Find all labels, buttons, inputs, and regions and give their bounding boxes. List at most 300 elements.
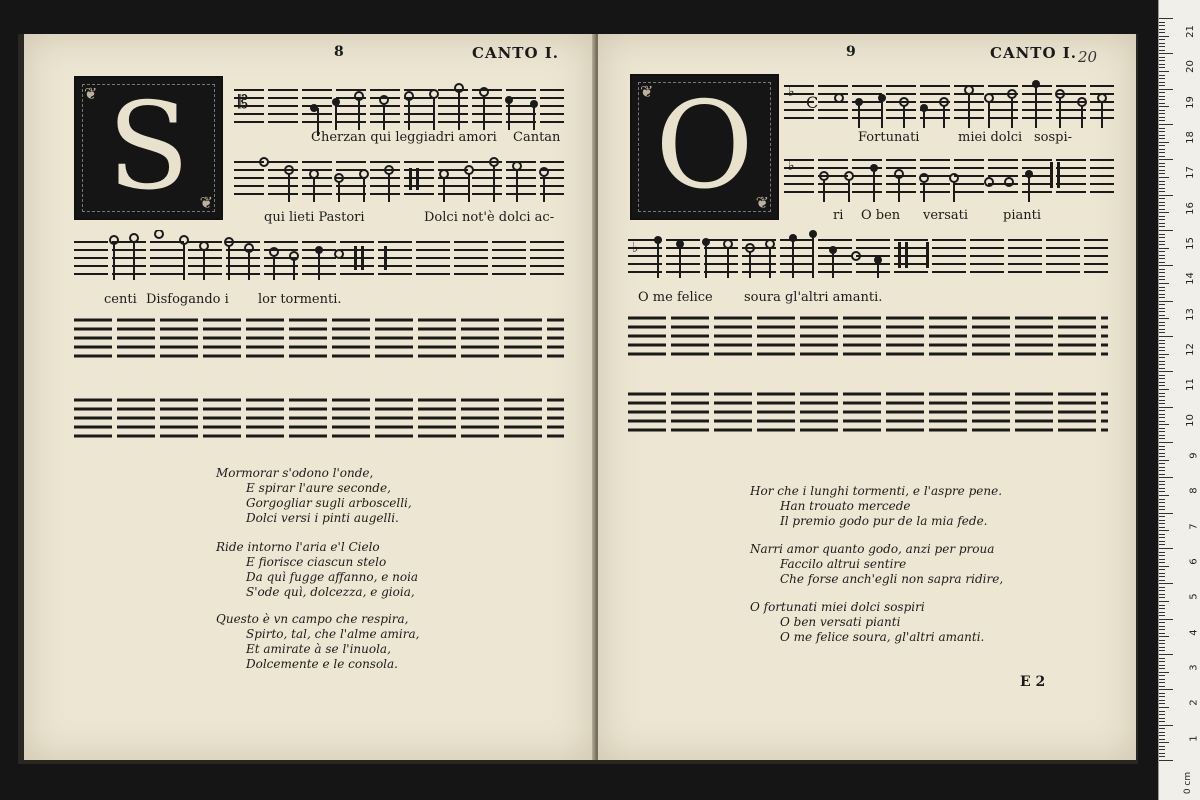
- lyric-syllable: versati: [923, 208, 969, 223]
- verse-stanza-5: [750, 542, 1003, 587]
- ruler-tick: [1159, 495, 1169, 496]
- ruler-tick: [1159, 421, 1165, 422]
- svg-text:C: C: [806, 93, 819, 112]
- ruler-tick: [1159, 198, 1165, 199]
- ruler-tick: [1159, 304, 1165, 305]
- ruler-tick: [1159, 135, 1165, 136]
- verse-line: Han trouato mercede: [780, 499, 911, 513]
- initial-letter-s: S: [107, 78, 190, 217]
- ruler-tick: [1159, 156, 1165, 157]
- ruler-tick: [1159, 477, 1173, 478]
- verse-line: E spirar l'aure seconde,: [246, 481, 391, 495]
- ruler-tick: [1159, 449, 1165, 450]
- decorated-initial-s: ❦ ❦ S: [74, 76, 223, 220]
- svg-text:𝄡: 𝄡: [238, 92, 249, 113]
- ruler-tick: [1159, 110, 1165, 111]
- ruler-tick: [1159, 700, 1165, 701]
- ruler-tick: [1159, 566, 1169, 567]
- empty-staff-1: [74, 314, 564, 364]
- lyrics-line-3: [104, 292, 424, 308]
- ruler-tick: [1159, 322, 1165, 323]
- ruler-tick: [1159, 643, 1165, 644]
- lyric-syllable: Fortunati: [858, 130, 920, 145]
- lyric-syllable: miei dolci: [958, 130, 1023, 145]
- ruler-tick: [1159, 407, 1173, 408]
- verse-line: Che forse anch'egli non sapra ridire,: [780, 572, 1004, 586]
- ruler-tick: [1159, 297, 1165, 298]
- ruler-tick: [1159, 590, 1165, 591]
- ruler-tick: [1159, 594, 1165, 595]
- ruler-tick: [1159, 181, 1165, 182]
- ruler-tick: [1159, 378, 1165, 379]
- ruler-tick: [1159, 120, 1165, 121]
- ruler-tick: [1159, 195, 1173, 196]
- ruler-tick: [1159, 375, 1165, 376]
- ruler-tick: [1159, 173, 1165, 174]
- ruler-tick: [1159, 569, 1165, 570]
- ruler-tick: [1159, 177, 1169, 178]
- ruler-tick: [1159, 364, 1165, 365]
- ruler-tick: [1159, 251, 1165, 252]
- ruler-tick: [1159, 202, 1165, 203]
- verse-stanza-4: [750, 484, 1002, 529]
- ruler-tick: [1159, 414, 1165, 415]
- ruler-number: 8: [1188, 487, 1200, 495]
- ruler-tick: [1159, 343, 1165, 344]
- ruler-tick: [1159, 597, 1165, 598]
- ruler-tick: [1159, 53, 1173, 54]
- ruler-tick: [1159, 60, 1165, 61]
- right-page: [598, 34, 1136, 760]
- ruler-tick: [1159, 234, 1165, 235]
- music-staff-3: [74, 230, 564, 290]
- ruler-tick: [1159, 315, 1165, 316]
- ruler-tick: [1159, 152, 1165, 153]
- ruler-tick: [1159, 633, 1165, 634]
- ruler-tick: [1159, 50, 1165, 51]
- ruler-tick: [1159, 57, 1165, 58]
- lyrics-line-2: [264, 210, 584, 226]
- ruler-tick: [1159, 393, 1165, 394]
- ruler-tick: [1159, 75, 1165, 76]
- lyrics-line-4: [858, 130, 1118, 146]
- ruler-tick: [1159, 400, 1165, 401]
- ruler-number: 17: [1185, 166, 1197, 180]
- ruler-tick: [1159, 159, 1173, 160]
- lyric-syllable: Cantan: [513, 130, 561, 145]
- ruler-number: 20: [1185, 60, 1197, 74]
- lyric-syllable: qui lieti Pastori: [264, 210, 365, 225]
- ruler-tick: [1159, 707, 1169, 708]
- ruler-tick: [1159, 650, 1165, 651]
- ruler-tick: [1159, 463, 1165, 464]
- ruler-number: 4: [1188, 628, 1200, 636]
- ruler-tick: [1159, 746, 1165, 747]
- ruler-tick: [1159, 64, 1165, 65]
- ruler-tick: [1159, 537, 1165, 538]
- verse-line: E fiorisce ciascun stelo: [246, 555, 387, 569]
- verse-line: Da quì fugge affanno, e noia: [246, 570, 419, 584]
- verse-line: Gorgogliar sugli arboscelli,: [246, 496, 412, 510]
- ruler-tick: [1159, 142, 1169, 143]
- verse-line: Spirto, tal, che l'alme amira,: [246, 627, 420, 641]
- ruler-tick: [1159, 96, 1165, 97]
- ruler-tick: [1159, 520, 1165, 521]
- ruler-tick: [1159, 608, 1165, 609]
- verse-line: Ride intorno l'aria e'l Cielo: [216, 540, 380, 554]
- lyric-syllable: centi: [104, 292, 137, 307]
- ruler-tick: [1159, 534, 1165, 535]
- ruler-tick: [1159, 385, 1165, 386]
- ruler-tick: [1159, 99, 1165, 100]
- lyrics-line-5: [833, 208, 1113, 224]
- music-staff-2: [234, 150, 564, 210]
- lyrics-line-6: [638, 290, 938, 306]
- ruler-tick: [1159, 431, 1165, 432]
- ruler-tick: [1159, 410, 1165, 411]
- page-number-right: 9: [846, 44, 856, 60]
- ruler-tick: [1159, 562, 1165, 563]
- ruler-tick: [1159, 682, 1165, 683]
- ruler-tick: [1159, 92, 1165, 93]
- ruler-tick: [1159, 301, 1173, 302]
- ruler-number: 12: [1185, 343, 1197, 356]
- open-book: [18, 34, 1138, 764]
- ruler-tick: [1159, 25, 1165, 26]
- ruler-tick: [1159, 223, 1165, 224]
- verse-line: S'ode quì, dolcezza, e gioia,: [246, 585, 415, 599]
- ruler-tick: [1159, 467, 1165, 468]
- ruler-tick: [1159, 470, 1165, 471]
- ruler-tick: [1159, 145, 1165, 146]
- signature-mark: E 2: [1020, 674, 1046, 690]
- ruler-tick: [1159, 442, 1173, 443]
- ruler-tick: [1159, 32, 1165, 33]
- ruler-tick: [1159, 350, 1165, 351]
- ruler-tick: [1159, 654, 1173, 655]
- ruler-tick: [1159, 318, 1169, 319]
- ruler-tick: [1159, 382, 1165, 383]
- ruler-tick: [1159, 46, 1165, 47]
- ruler-tick: [1159, 626, 1165, 627]
- ruler-tick: [1159, 149, 1165, 150]
- ruler-tick: [1159, 368, 1165, 369]
- ruler-tick: [1159, 711, 1165, 712]
- ruler-number: 6: [1188, 558, 1200, 565]
- verse-line: O fortunati miei dolci sospiri: [750, 600, 925, 614]
- ruler-tick: [1159, 456, 1165, 457]
- ruler-unit-label: 0 cm: [1182, 771, 1193, 795]
- ruler-tick: [1159, 262, 1165, 263]
- lyric-syllable: Cherzan qui leggiadri amori: [311, 130, 497, 145]
- ruler-number: 3: [1188, 664, 1200, 671]
- ruler-tick: [1159, 481, 1165, 482]
- ruler-tick: [1159, 573, 1165, 574]
- ruler-tick: [1159, 212, 1169, 213]
- verse-line: Dolci versi i pinti augelli.: [246, 511, 399, 525]
- ruler-number: 13: [1185, 307, 1197, 321]
- ruler-tick: [1159, 347, 1165, 348]
- ruler-tick: [1159, 230, 1173, 231]
- ruler-tick: [1159, 29, 1165, 30]
- lyric-syllable: Dolci not'è dolci ac-: [424, 210, 555, 225]
- ruler-number: 14: [1185, 272, 1197, 286]
- ruler-tick: [1159, 658, 1165, 659]
- ruler-tick: [1159, 166, 1165, 167]
- ruler-tick: [1159, 661, 1165, 662]
- verse-line: Hor che i lunghi tormenti, e l'aspre pene.: [750, 484, 1003, 498]
- verse-stanza-3: [216, 612, 419, 672]
- ruler-tick: [1159, 241, 1165, 242]
- ruler-tick: [1159, 272, 1165, 273]
- ruler-tick: [1159, 555, 1165, 556]
- ruler-tick: [1159, 728, 1165, 729]
- ruler-tick: [1159, 484, 1165, 485]
- ruler-tick: [1159, 191, 1165, 192]
- ruler-tick: [1159, 205, 1165, 206]
- ruler-tick: [1159, 686, 1165, 687]
- ruler-tick: [1159, 587, 1165, 588]
- ruler-tick: [1159, 640, 1165, 641]
- ruler-number: 2: [1188, 699, 1200, 707]
- lyric-syllable: sospi-: [1034, 130, 1073, 145]
- ruler-number: 16: [1185, 201, 1197, 215]
- ruler-tick: [1159, 548, 1173, 549]
- empty-staff-4: [628, 388, 1108, 438]
- ruler-tick: [1159, 39, 1165, 40]
- ruler-tick: [1159, 612, 1165, 613]
- ruler-tick: [1159, 428, 1165, 429]
- ruler-tick: [1159, 417, 1165, 418]
- ruler-tick: [1159, 336, 1173, 337]
- music-staff-4: [784, 74, 1114, 134]
- verse-line: Dolcemente e le consola.: [246, 657, 398, 671]
- ruler-tick: [1159, 629, 1165, 630]
- ruler-tick: [1159, 665, 1165, 666]
- music-staff-5: [784, 148, 1114, 208]
- ruler-number: 10: [1185, 413, 1197, 427]
- ruler-tick: [1159, 513, 1173, 514]
- handwritten-folio: 20: [1078, 48, 1098, 66]
- ruler-tick: [1159, 668, 1165, 669]
- lyric-syllable: O me felice: [638, 290, 713, 305]
- lyric-syllable: Disfogando i: [146, 292, 229, 307]
- ruler-tick: [1159, 124, 1173, 125]
- ruler-tick: [1159, 67, 1165, 68]
- ruler-tick: [1159, 244, 1165, 245]
- svg-text:♭: ♭: [788, 158, 795, 174]
- ruler-tick: [1159, 619, 1173, 620]
- ruler-tick: [1159, 739, 1165, 740]
- ruler-tick: [1159, 371, 1173, 372]
- decorated-initial-o: ❦ ❦ O: [630, 74, 779, 220]
- ruler-tick: [1159, 679, 1165, 680]
- ruler-tick: [1159, 216, 1165, 217]
- ruler-tick: [1159, 294, 1165, 295]
- ruler-tick: [1159, 258, 1165, 259]
- verse-line: Mormorar s'odono l'onde,: [216, 466, 374, 480]
- ruler-tick: [1159, 82, 1165, 83]
- ruler-tick: [1159, 502, 1165, 503]
- ruler-tick: [1159, 474, 1165, 475]
- ruler-tick: [1159, 760, 1173, 761]
- svg-text:♭: ♭: [788, 84, 795, 100]
- ruler-tick: [1159, 718, 1165, 719]
- ruler-tick: [1159, 672, 1169, 673]
- ruler-tick: [1159, 248, 1169, 249]
- ruler-tick: [1159, 131, 1165, 132]
- ruler-tick: [1159, 18, 1173, 19]
- ruler-number: 11: [1185, 378, 1197, 392]
- ruler-tick: [1159, 675, 1165, 676]
- ruler-tick: [1159, 499, 1165, 500]
- verse-line: O ben versati pianti: [780, 615, 901, 629]
- left-page: [24, 34, 592, 760]
- ruler-tick: [1159, 389, 1169, 390]
- ruler-tick: [1159, 703, 1165, 704]
- ruler-tick: [1159, 636, 1169, 637]
- ruler-number: 21: [1185, 25, 1197, 38]
- ruler-tick: [1159, 308, 1165, 309]
- ruler-tick: [1159, 424, 1169, 425]
- ruler-tick: [1159, 361, 1165, 362]
- ruler-tick: [1159, 696, 1165, 697]
- empty-staff-2: [74, 394, 564, 444]
- ruler-tick: [1159, 219, 1165, 220]
- ruler-tick: [1159, 113, 1165, 114]
- ruler-tick: [1159, 290, 1165, 291]
- ruler-tick: [1159, 721, 1165, 722]
- ruler-number: 15: [1185, 237, 1197, 250]
- ruler-tick: [1159, 559, 1165, 560]
- lyric-syllable: pianti: [1003, 208, 1041, 223]
- ruler-number: 9: [1188, 452, 1200, 459]
- ruler-tick: [1159, 605, 1165, 606]
- ruler-tick: [1159, 544, 1165, 545]
- verse-line: O me felice soura, gl'altri amanti.: [780, 630, 985, 644]
- lyric-syllable: ri: [833, 208, 844, 223]
- ruler-tick: [1159, 601, 1169, 602]
- ruler-tick: [1159, 255, 1165, 256]
- ruler-tick: [1159, 265, 1173, 266]
- ruler-tick: [1159, 78, 1165, 79]
- ruler-tick: [1159, 340, 1165, 341]
- ruler-tick: [1159, 753, 1165, 754]
- ruler-tick: [1159, 332, 1165, 333]
- ruler-number: 18: [1185, 131, 1197, 144]
- ruler-tick: [1159, 453, 1165, 454]
- ruler-tick: [1159, 396, 1165, 397]
- verse-line: Faccilo altrui sentire: [780, 557, 907, 571]
- ruler-tick: [1159, 106, 1169, 107]
- ruler-tick: [1159, 488, 1165, 489]
- ruler-tick: [1159, 732, 1165, 733]
- ruler-tick: [1159, 43, 1165, 44]
- ruler-number: 1: [1188, 734, 1200, 742]
- ruler-tick: [1159, 742, 1169, 743]
- ruler-tick: [1159, 506, 1165, 507]
- ruler-tick: [1159, 184, 1165, 185]
- music-staff-1: [234, 78, 564, 138]
- verse-line: Narri amor quanto godo, anzi per proua: [750, 542, 995, 556]
- ruler-tick: [1159, 85, 1165, 86]
- lyrics-line-1: [311, 130, 571, 146]
- ruler-tick: [1159, 163, 1165, 164]
- ruler-tick: [1159, 615, 1165, 616]
- lyric-syllable: O ben: [861, 208, 901, 223]
- ruler-tick: [1159, 527, 1165, 528]
- ruler-tick: [1159, 446, 1165, 447]
- ruler-tick: [1159, 354, 1169, 355]
- ruler-tick: [1159, 756, 1165, 757]
- ruler-tick: [1159, 509, 1165, 510]
- ruler-tick: [1159, 523, 1165, 524]
- initial-letter-o: O: [655, 77, 754, 216]
- ruler-tick: [1159, 714, 1165, 715]
- ruler-tick: [1159, 552, 1165, 553]
- running-head-left: CANTO I.: [472, 44, 559, 62]
- running-head-right: CANTO I.: [990, 44, 1077, 62]
- ruler-tick: [1159, 138, 1165, 139]
- verse-line: Il premio godo pur de la mia fede.: [780, 514, 988, 528]
- ruler-tick: [1159, 170, 1165, 171]
- ruler-tick: [1159, 117, 1165, 118]
- ruler-number: 7: [1188, 522, 1200, 530]
- ruler-tick: [1159, 269, 1165, 270]
- ruler-tick: [1159, 89, 1173, 90]
- ruler-tick: [1159, 128, 1165, 129]
- ruler-tick: [1159, 209, 1165, 210]
- ruler-tick: [1159, 735, 1165, 736]
- ruler-tick: [1159, 279, 1165, 280]
- ruler-tick: [1159, 283, 1169, 284]
- ruler-tick: [1159, 357, 1165, 358]
- ruler-tick: [1159, 103, 1165, 104]
- verse-stanza-1: [216, 466, 412, 526]
- verse-line: Et amirate à se l'inuola,: [246, 642, 391, 656]
- ruler-tick: [1159, 541, 1165, 542]
- ruler-tick: [1159, 749, 1165, 750]
- ruler-tick: [1159, 530, 1169, 531]
- lyric-syllable: lor tormenti.: [258, 292, 342, 307]
- verse-line: Questo è vn campo che respira,: [216, 612, 409, 626]
- measurement-ruler: [1158, 0, 1200, 800]
- music-staff-6: [628, 228, 1108, 288]
- ruler-tick: [1159, 725, 1173, 726]
- ruler-tick: [1159, 287, 1165, 288]
- ruler-tick: [1159, 435, 1165, 436]
- svg-text:♭: ♭: [632, 240, 639, 256]
- ruler-tick: [1159, 516, 1165, 517]
- verse-stanza-6: [750, 600, 984, 645]
- lyric-syllable: soura gl'altri amanti.: [744, 290, 883, 305]
- ruler-number: 19: [1185, 95, 1197, 109]
- ruler-tick: [1159, 311, 1165, 312]
- ruler-tick: [1159, 325, 1165, 326]
- ruler-tick: [1159, 71, 1169, 72]
- ruler-tick: [1159, 329, 1165, 330]
- ruler-tick: [1159, 689, 1173, 690]
- ruler-tick: [1159, 460, 1169, 461]
- ruler-tick: [1159, 580, 1165, 581]
- ruler-tick: [1159, 22, 1165, 23]
- ruler-tick: [1159, 226, 1165, 227]
- ruler-tick: [1159, 647, 1165, 648]
- ruler-tick: [1159, 36, 1169, 37]
- ruler-tick: [1159, 576, 1165, 577]
- ruler-tick: [1159, 403, 1165, 404]
- ruler-tick: [1159, 491, 1165, 492]
